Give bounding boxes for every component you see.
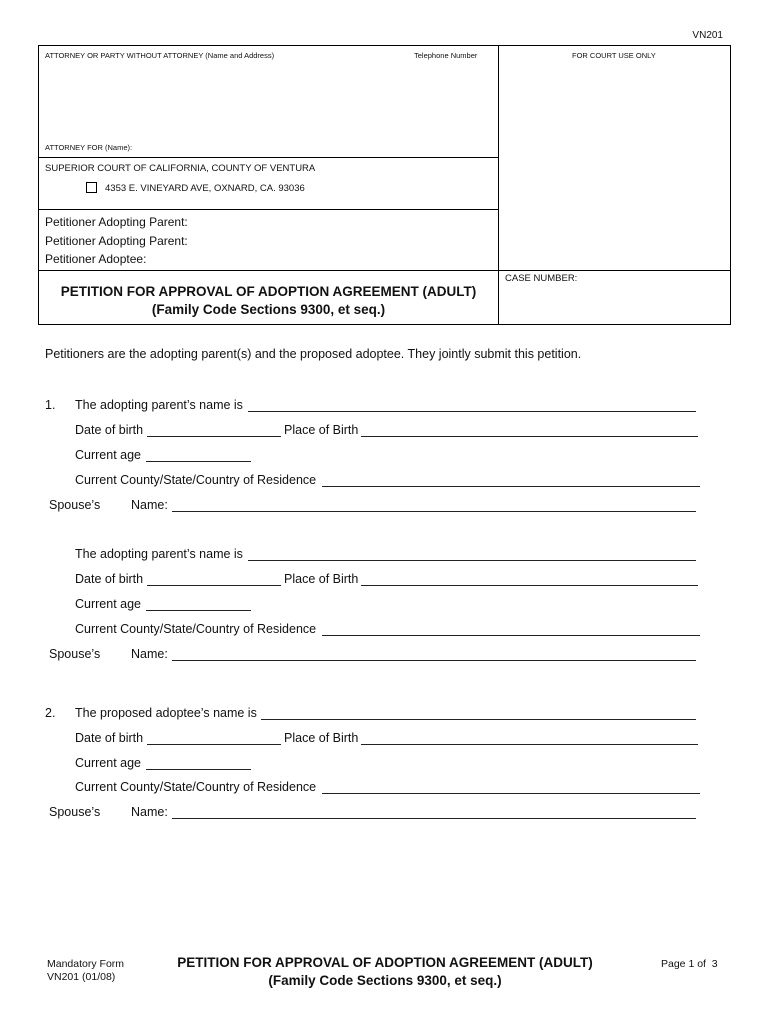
- attorney-address-field[interactable]: [44, 64, 492, 138]
- parent-1-pob-field[interactable]: [361, 436, 698, 437]
- adoptee-name-label: The proposed adoptee’s name is: [75, 706, 257, 720]
- parent-2-spouse-label: Spouse’s: [49, 647, 101, 661]
- petitioner-parent-2-field[interactable]: [200, 232, 490, 247]
- intro-text: Petitioners are the adopting parent(s) and the proposed adoptee. They jointly submit this petition.: [45, 347, 582, 361]
- adoptee-age-field[interactable]: [146, 769, 251, 770]
- parent-2-age-field[interactable]: [146, 610, 251, 611]
- parent-2-residence-label: Current County/State/Country of Residence: [75, 622, 317, 636]
- adoptee-name-field[interactable]: [261, 719, 696, 720]
- footer-title-line2: (Family Code Sections 9300, et seq.): [268, 973, 502, 988]
- petitioner-adopting-parent-label: Petitioner Adopting Parent:: [45, 215, 188, 229]
- parent-2-dob-field[interactable]: [147, 585, 281, 586]
- adoptee-pob-field[interactable]: [361, 744, 698, 745]
- petitioner-parent-1-field[interactable]: [200, 213, 490, 228]
- court-address: 4353 E. VINEYARD AVE, OXNARD, CA. 93036: [105, 183, 305, 194]
- adoptee-pob-label: Place of Birth: [284, 731, 359, 745]
- adoptee-spouse-name-field[interactable]: [172, 818, 696, 819]
- adoptee-residence-field[interactable]: [322, 793, 700, 794]
- parent-2-spouse-name-field[interactable]: [172, 660, 696, 661]
- parent-2-dob-label: Date of birth: [75, 572, 144, 586]
- parent-2-name-label: The adopting parent’s name is: [75, 547, 243, 561]
- parent-1-pob-label: Place of Birth: [284, 423, 359, 437]
- caption-rule: [38, 209, 499, 210]
- parent-2-age-label: Current age: [75, 597, 142, 611]
- parent-1-spouse-name-label: Name:: [131, 498, 168, 512]
- telephone-label: Telephone Number: [414, 51, 478, 60]
- adoptee-dob-label: Date of birth: [75, 731, 144, 745]
- adoptee-spouse-name-label: Name:: [131, 805, 168, 819]
- court-use-label: FOR COURT USE ONLY: [572, 51, 656, 60]
- parent-1-name-label: The adopting parent’s name is: [75, 398, 243, 412]
- item-1-number: 1.: [45, 398, 56, 412]
- parent-2-residence-field[interactable]: [322, 635, 700, 636]
- footer-title: [160, 954, 610, 990]
- attorney-label: ATTORNEY OR PARTY WITHOUT ATTORNEY (Name and Address): [45, 51, 275, 60]
- court-address-checkbox[interactable]: [86, 182, 97, 193]
- footer-title-line1: PETITION FOR APPROVAL OF ADOPTION AGREEMENT (ADULT): [177, 955, 593, 970]
- petitioner-adoptee-field[interactable]: [160, 250, 490, 265]
- caption-title-line1: PETITION FOR APPROVAL OF ADOPTION AGREEMENT (ADULT): [60, 284, 477, 299]
- parent-1-age-label: Current age: [75, 448, 142, 462]
- parent-2-pob-field[interactable]: [361, 585, 698, 586]
- court-use-field[interactable]: [505, 64, 725, 264]
- adoptee-residence-label: Current County/State/Country of Residence: [75, 780, 317, 794]
- parent-2-spouse-name-label: Name:: [131, 647, 168, 661]
- adoptee-age-label: Current age: [75, 756, 142, 770]
- case-number-field[interactable]: [505, 288, 725, 318]
- petitioner-adoptee-label: Petitioner Adoptee:: [45, 252, 147, 266]
- parent-1-residence-field[interactable]: [322, 486, 700, 487]
- parent-1-spouse-label: Spouse’s: [49, 498, 101, 512]
- parent-1-dob-field[interactable]: [147, 436, 281, 437]
- court-name: SUPERIOR COURT OF CALIFORNIA, COUNTY OF VENTURA: [45, 163, 316, 174]
- caption-title: [38, 283, 499, 319]
- parent-1-dob-label: Date of birth: [75, 423, 144, 437]
- footer-revision: VN201 (01/08): [47, 971, 116, 983]
- caption-rule: [38, 270, 731, 271]
- footer-page-number: Page 1 of 3: [661, 958, 718, 970]
- caption-title-line2: (Family Code Sections 9300, et seq.): [151, 302, 386, 317]
- parent-1-name-field[interactable]: [248, 411, 696, 412]
- adoptee-dob-field[interactable]: [147, 744, 281, 745]
- footer-mandatory: Mandatory Form: [47, 958, 125, 970]
- adoptee-spouse-label: Spouse’s: [49, 805, 101, 819]
- footer-form-info: [47, 958, 124, 984]
- attorney-for-field[interactable]: [128, 140, 488, 153]
- caption-rule: [38, 157, 499, 158]
- petitioner-adopting-parent-label: Petitioner Adopting Parent:: [45, 234, 188, 248]
- parent-1-residence-label: Current County/State/Country of Residence: [75, 473, 317, 487]
- parent-1-age-field[interactable]: [146, 461, 251, 462]
- item-2-number: 2.: [45, 706, 56, 720]
- attorney-for-label: ATTORNEY FOR (Name):: [45, 143, 133, 152]
- form-code: VN201: [692, 30, 723, 41]
- case-number-label: CASE NUMBER:: [505, 273, 578, 284]
- parent-2-pob-label: Place of Birth: [284, 572, 359, 586]
- parent-1-spouse-name-field[interactable]: [172, 511, 696, 512]
- parent-2-name-field[interactable]: [248, 560, 696, 561]
